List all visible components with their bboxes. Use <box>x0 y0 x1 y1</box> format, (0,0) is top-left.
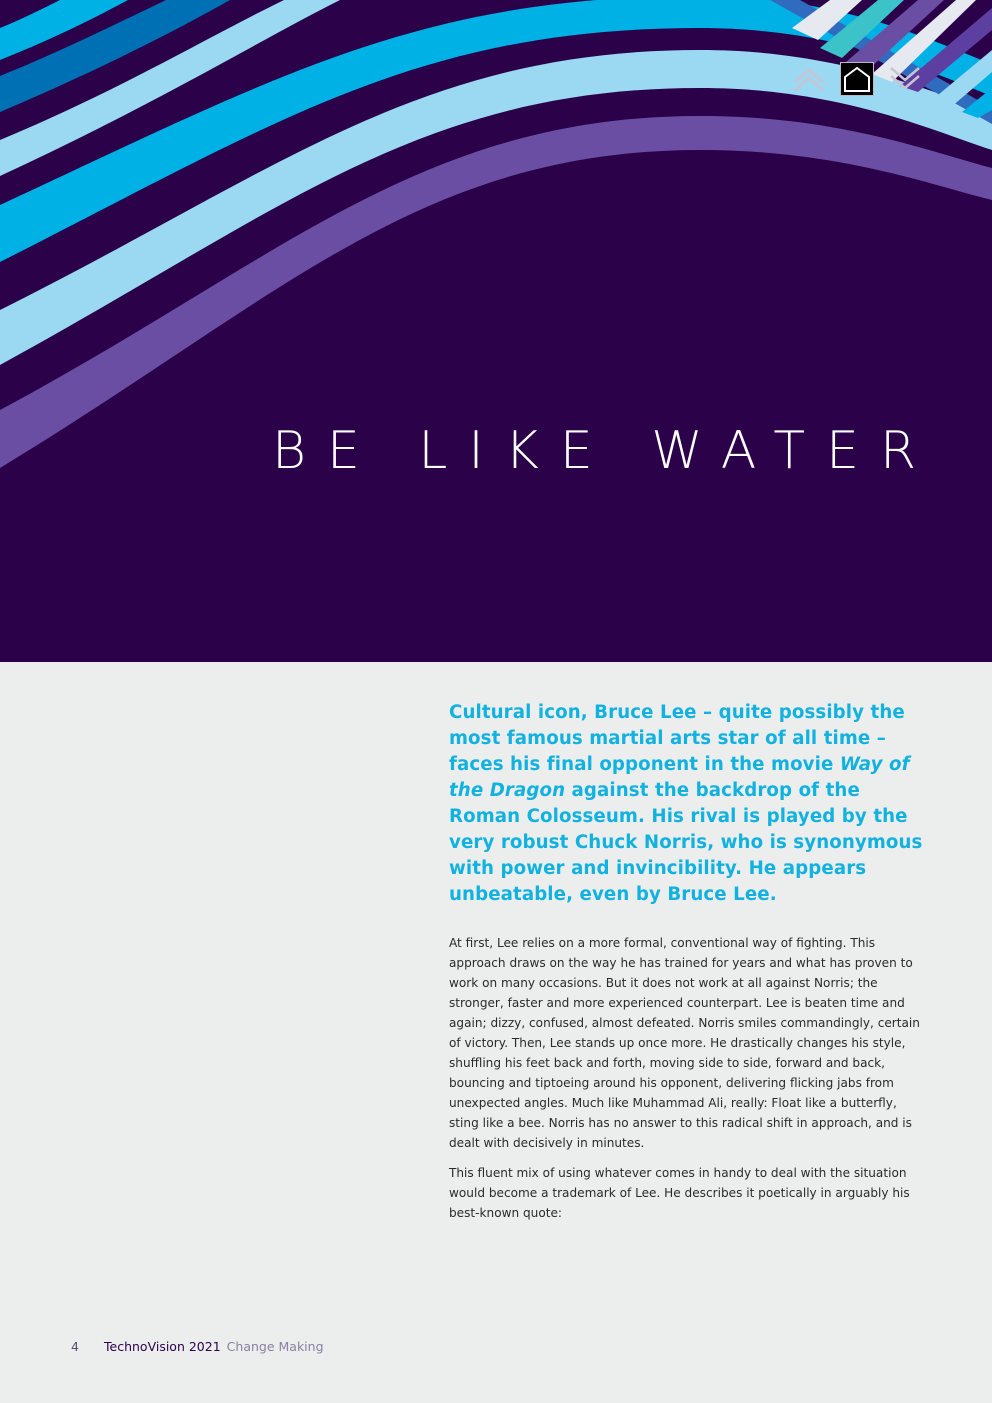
page-footer <box>71 1337 324 1357</box>
movie-title: Way of the Dragon <box>449 754 910 801</box>
lead-paragraph <box>449 700 929 908</box>
home-icon <box>842 64 872 94</box>
hero-banner <box>0 0 992 662</box>
page-number: 4 <box>71 1339 79 1354</box>
page-title: BE LIKE WATER <box>272 421 938 481</box>
body-text <box>449 933 927 1233</box>
home-button[interactable] <box>840 62 874 96</box>
previous-page-button[interactable] <box>792 62 826 96</box>
next-page-button[interactable] <box>888 62 922 96</box>
body-paragraph: This fluent mix of using whatever comes in handy to deal with the situation would become a trademark of Lee. He describes it poetically in arguably his best-known quote: <box>449 1166 910 1220</box>
lead-text-part-2: against the backdrop of the Roman Colosseum. His rival is played by the very robust Chuck Norris, who is synonymous with power and invincibility. He appears unbeatable, even by Bruce Lee. <box>449 780 923 905</box>
publication-name: TechnoVision 2021 <box>104 1339 221 1354</box>
body-paragraph: At first, Lee relies on a more formal, conventional way of fighting. This approach draws on the way he has trained for years and what has proven to work on many occasions. But it does not work at all against Norris; the stronger, faster and more experienced counterpart. Lee is beaten time and again; dizzy, confused, almost defeated. Norris smiles commandingly, certain of victory. Then, Lee stands up once more. He drastically changes his style, shuffling his feet back and forth, moving side to side, forward and back, bouncing and tiptoeing around his opponent, delivering flicking jabs from unexpected angles. Much like Muhammad Ali, really: Float like a butterfly, sting like a bee. Norris has no answer to this radical shift in approach, and is dealt with decisively in minutes. <box>449 936 920 1150</box>
chevron-down-icon <box>888 66 922 92</box>
wave-stripes-graphic <box>0 0 992 662</box>
page-navigation <box>792 62 928 96</box>
lead-text-part-1: Cultural icon, Bruce Lee – quite possibly the most famous martial arts star of all time – faces his final opponent in the movie <box>449 702 905 775</box>
chevron-up-icon <box>792 66 826 92</box>
section-name: Change Making <box>226 1339 324 1354</box>
